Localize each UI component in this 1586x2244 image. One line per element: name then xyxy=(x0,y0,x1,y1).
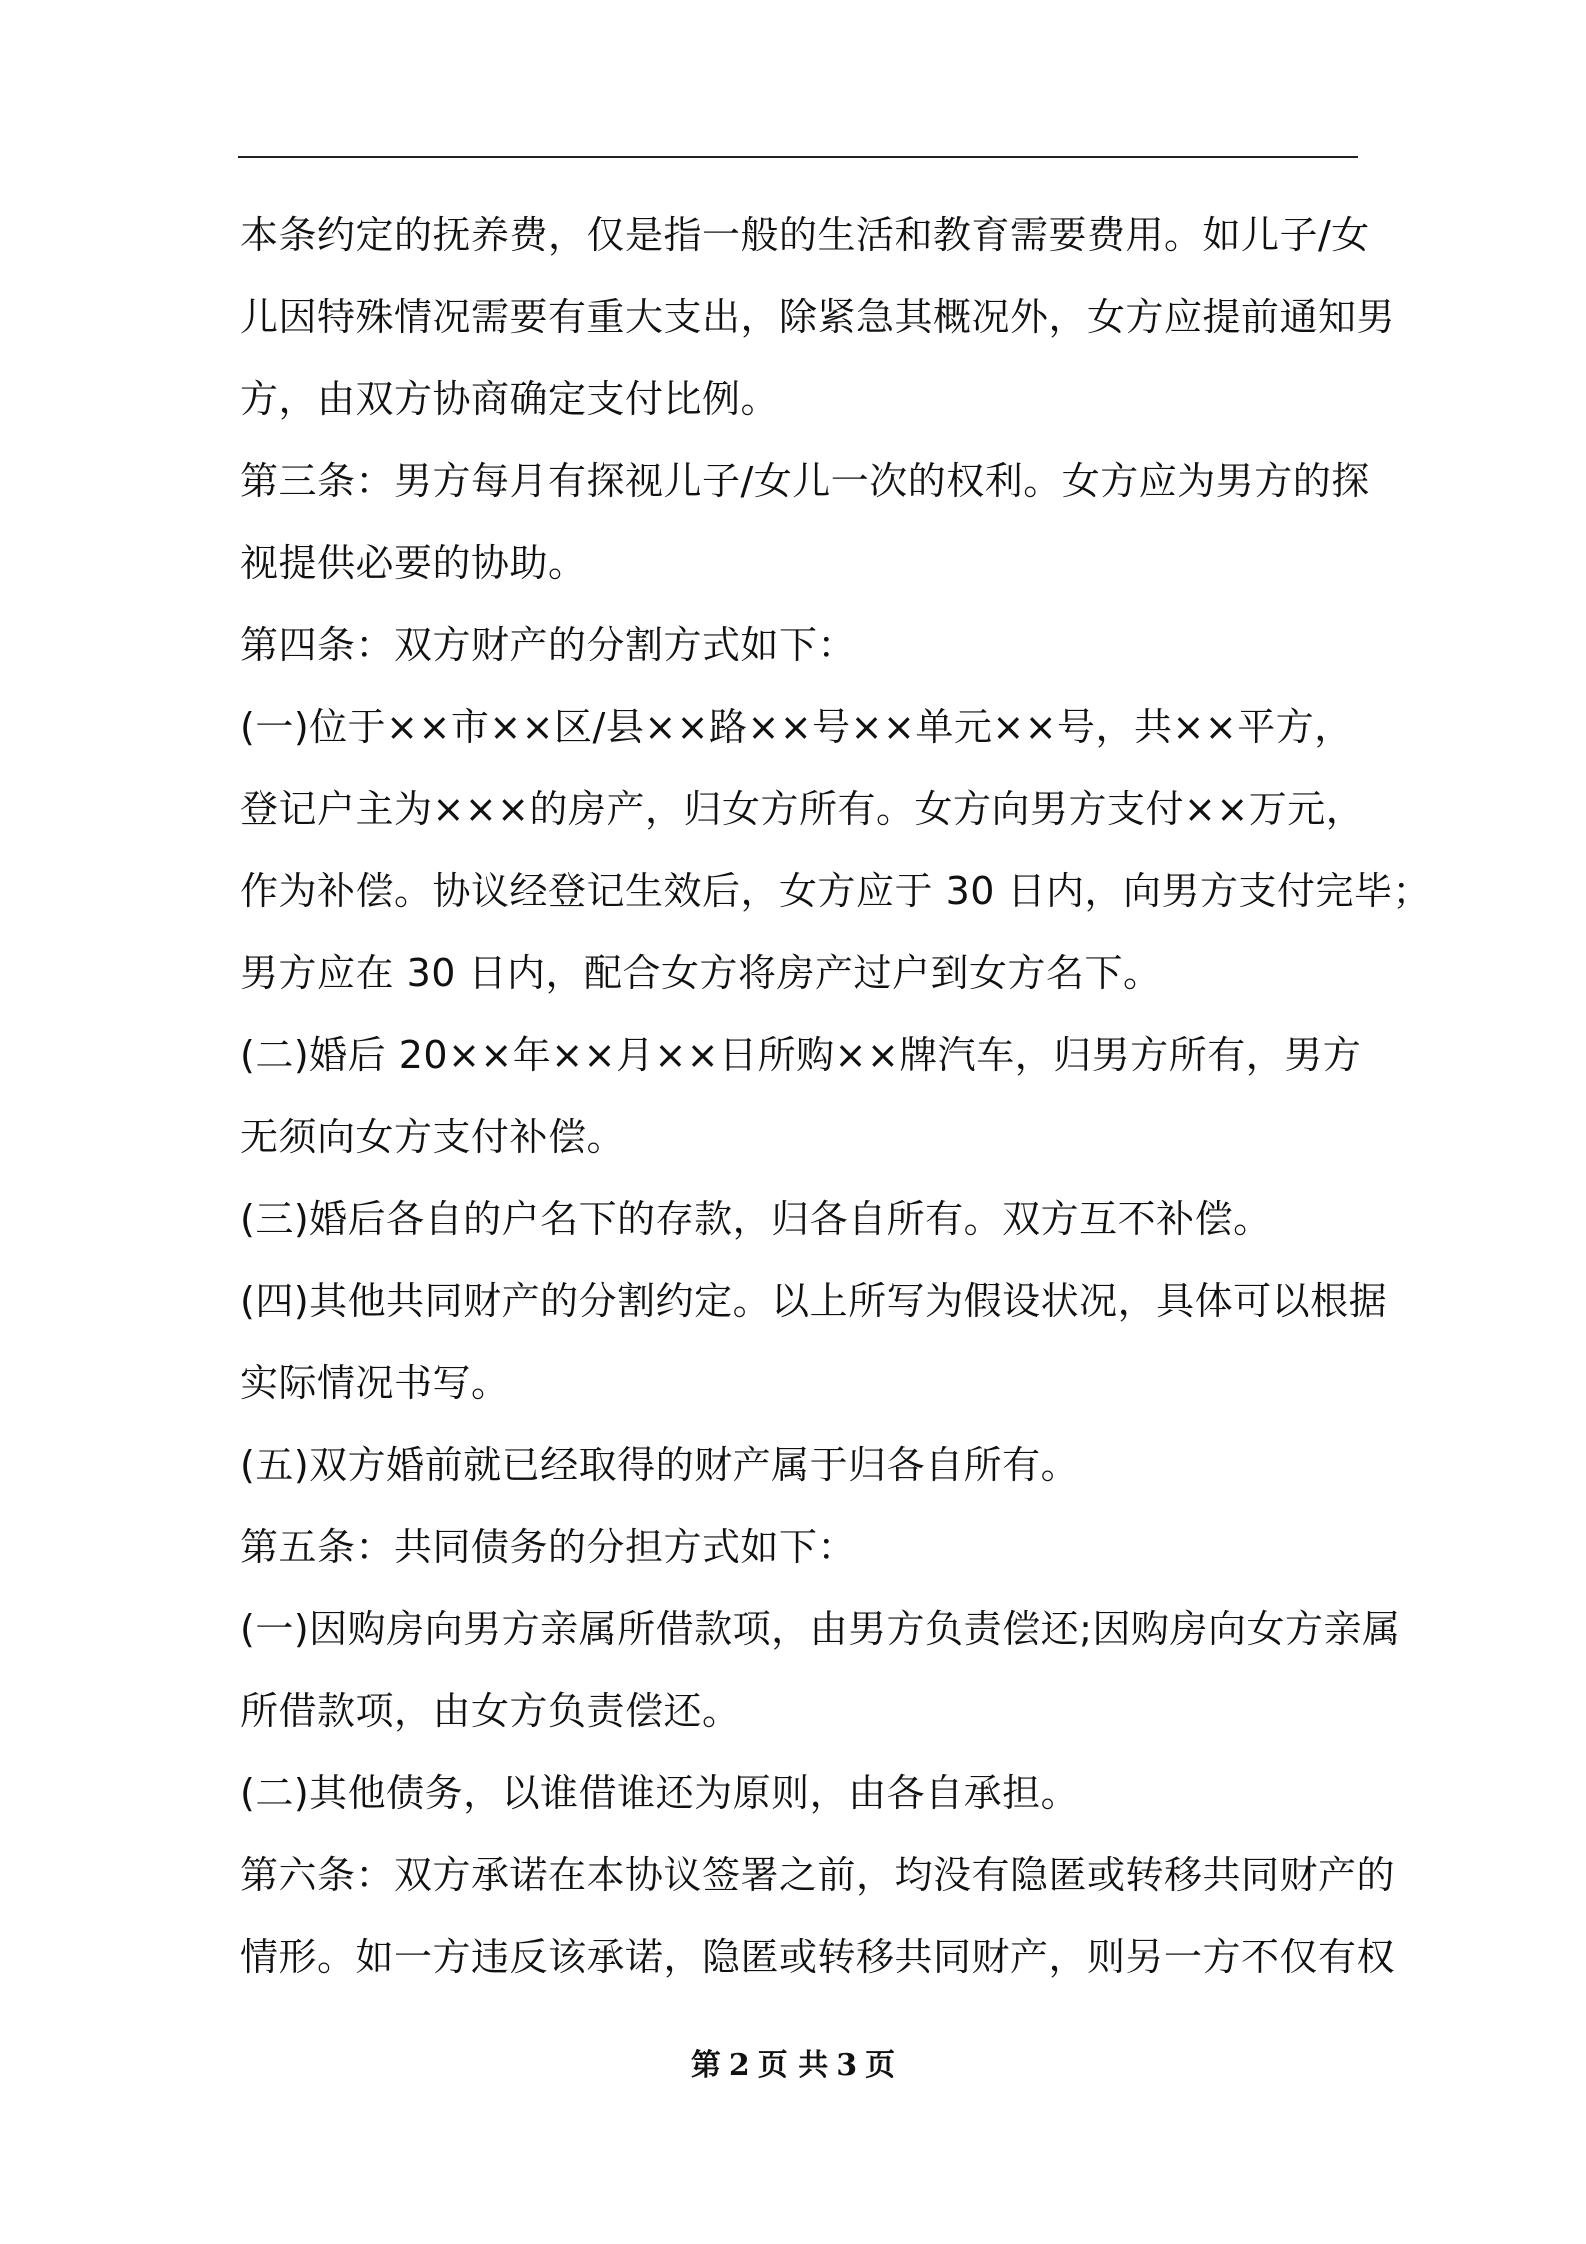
text-line: 所借款项，由女方负责偿还。 xyxy=(240,1689,741,1733)
text-line: 登记户主为×××的房产，归女方所有。女方向男方支付××万元， xyxy=(240,787,1365,831)
text-line: 儿因特殊情况需要有重大支出，除紧急其概况外，女方应提前通知男 xyxy=(240,295,1396,339)
page-label-middle: 页 共 xyxy=(757,2048,829,2083)
text-line: 第四条：双方财产的分割方式如下： xyxy=(240,623,857,667)
text-line: (二)婚后 20××年××月××日所购××牌汽车，归男方所有，男方 xyxy=(240,1033,1362,1077)
text-line: (三)婚后各自的户名下的存款，归各自所有。双方互不补偿。 xyxy=(240,1197,1272,1241)
text-line: 第六条：双方承诺在本协议签署之前，均没有隐匿或转移共同财产的 xyxy=(240,1853,1396,1897)
text-line: 男方应在 30 日内，配合女方将房产过户到女方名下。 xyxy=(240,951,1162,995)
page-label-suffix: 页 xyxy=(865,2048,896,2083)
text-line: (一)位于××市××区/县××路××号××单元××号，共××平方， xyxy=(240,705,1353,749)
current-page-number: 2 xyxy=(728,2048,750,2083)
header-rule xyxy=(238,156,1358,158)
text-line: (一)因购房向男方亲属所借款项，由男方负责偿还;因购房向女方亲属 xyxy=(240,1607,1401,1651)
text-line: 无须向女方支付补偿。 xyxy=(240,1115,626,1159)
page-label-prefix: 第 xyxy=(690,2048,721,2083)
total-pages-number: 3 xyxy=(836,2048,858,2083)
text-line: (四)其他共同财产的分割约定。以上所写为假设状况，具体可以根据 xyxy=(240,1279,1388,1323)
text-line: 情形。如一方违反该承诺，隐匿或转移共同财产，则另一方不仅有权 xyxy=(240,1935,1396,1979)
document-body xyxy=(240,194,1432,1998)
text-line: 实际情况书写。 xyxy=(240,1361,510,1405)
text-line: 本条约定的抚养费，仅是指一般的生活和教育需要费用。如儿子/女 xyxy=(240,213,1370,257)
text-line: (五)双方婚前就已经取得的财产属于归各自所有。 xyxy=(240,1443,1080,1487)
text-line: 方，由双方协商确定支付比例。 xyxy=(240,377,780,421)
text-line: 作为补偿。协议经登记生效后，女方应于 30 日内，向男方支付完毕； xyxy=(240,869,1432,913)
page-footer xyxy=(0,2040,1586,2084)
text-line: 第三条：男方每月有探视儿子/女儿一次的权利。女方应为男方的探 xyxy=(240,459,1370,503)
text-line: 视提供必要的协助。 xyxy=(240,541,587,585)
text-line: 第五条：共同债务的分担方式如下： xyxy=(240,1525,857,1569)
text-line: (二)其他债务，以谁借谁还为原则，由各自承担。 xyxy=(240,1771,1080,1815)
